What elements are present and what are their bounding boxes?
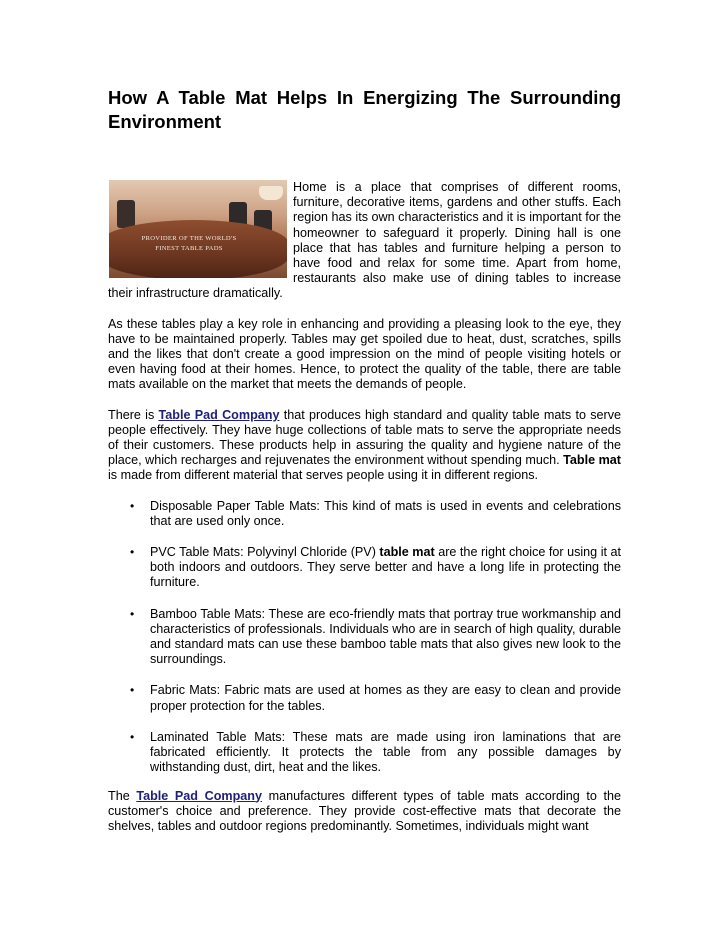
text-span: The (108, 788, 137, 803)
paragraph (108, 789, 621, 835)
lamp-shape (259, 186, 283, 200)
list-item-text: Disposable Paper Table Mats: This kind of mats is used in events and celebrations that are used only once. (150, 498, 621, 528)
chair-shape (117, 200, 135, 228)
mat-types-list (108, 499, 621, 776)
paragraph (108, 408, 621, 484)
list-item-text: are the right choice for using it at both indoors and outdoors. They serve better and have a long life in protecting the furniture. (150, 545, 622, 590)
list-item (108, 499, 621, 529)
document-page (108, 86, 621, 834)
list-item-text: PVC Table Mats: Polyvinyl Chloride (PV) (150, 545, 380, 560)
list-item (108, 730, 621, 776)
bullet-icon: • (130, 498, 135, 513)
list-item-text: Laminated Table Mats: These mats are made using iron laminations that are fabricated efficiently. It protects the table from any possible damages by withstanding dust, dirt, heat and the likes. (150, 729, 621, 775)
bullet-icon: • (130, 545, 135, 560)
list-item-text: Bamboo Table Mats: These are eco-friendly mats that portray true workmanship and characteristics of professionals. Individuals who are in search of high quality, durable and standard mats can use these bamboo table mats that also gives new look to the surroundings. (150, 606, 621, 667)
table-pad-photo (109, 180, 287, 278)
photo-caption (129, 234, 249, 254)
list-item-text: Fabric Mats: Fabric mats are used at homes as they are easy to clean and provide proper protection for the tables. (150, 683, 621, 713)
table-pad-company-link[interactable]: Table Pad Company (136, 788, 263, 803)
list-item (108, 545, 621, 591)
photo-caption-line: FINEST TABLE PADS (155, 245, 223, 252)
text-span: that produces high standard and quality table mats to serve people effectively. They have huge collections of table mats to serve the appropriate needs of their customers. These products help in assuring the quality and hygiene nature of the place, which recharges and rejuvenates the environment without spending much. (108, 407, 621, 468)
bold-text: table mat (379, 545, 435, 560)
list-item (108, 683, 621, 713)
title-spacer (108, 134, 621, 180)
photo-caption-line: PROVIDER OF THE WORLD'S (141, 235, 237, 242)
paragraph: As these tables play a key role in enhancing and providing a pleasing look to the eye, they have to be maintained properly. Tables may get spoiled due to heat, dust, scratches, spills and the likes that don't create a good impression on the mind of people visiting hotels or even having food at their homes. Hence, to protect the quality of the table, there are table mats available on the market that meets the demands of people. (108, 316, 621, 392)
table-pad-company-link[interactable]: Table Pad Company (158, 407, 280, 422)
intro-paragraph: Home is a place that comprises of different rooms, furniture, decorative items, gardens and other stuffs. Each region has its own characteristics and it is important for the homeowner to safeguard it properly. Dining hall is one place that has tables and furniture helping a person to have food and relax for some time. Apart from home, restaurants also make use of dining tables to increase their infrastructure dramatically. (108, 180, 621, 301)
list-item (108, 607, 621, 668)
intro-section (108, 180, 621, 302)
text-span: manufactures different types of table mats according to the customer's choice and preference. They provide cost-effective mats that decorate the shelves, tables and outdoor regions predominantly. Sometimes, individuals might want (108, 788, 622, 833)
bullet-icon: • (130, 683, 135, 698)
text-span: is made from different material that serves people using it in different regions. (108, 468, 539, 483)
bold-text: Table mat (563, 453, 622, 468)
text-span: There is (108, 407, 159, 422)
bullet-icon: • (130, 729, 135, 744)
page-title: How A Table Mat Helps In Energizing The Surrounding Environment (108, 87, 621, 132)
bullet-icon: • (130, 606, 135, 621)
